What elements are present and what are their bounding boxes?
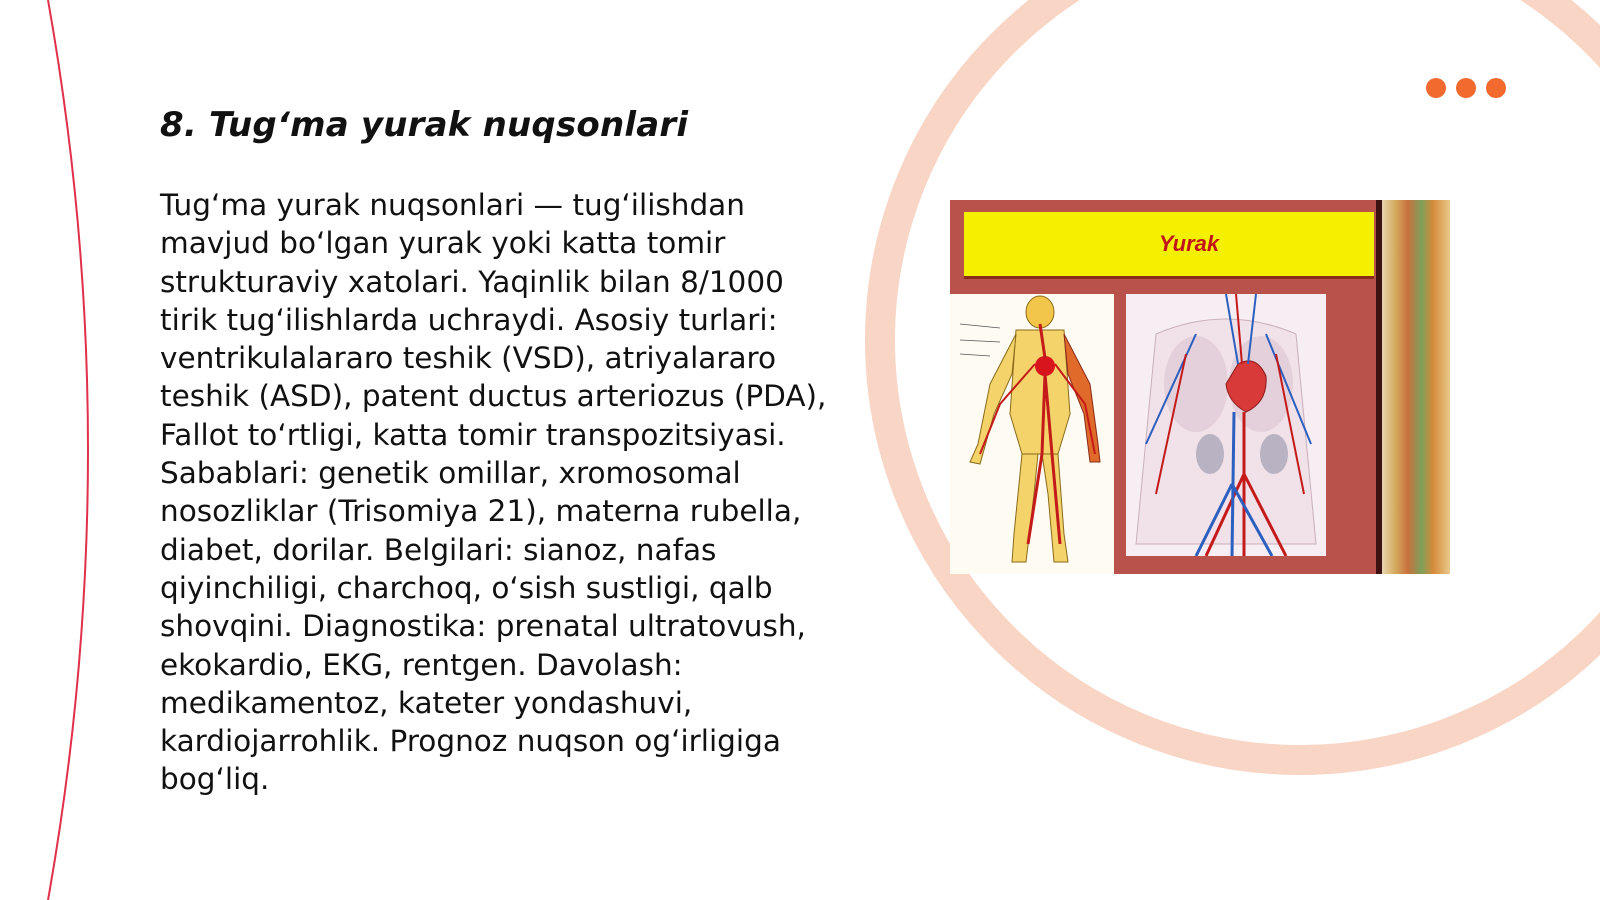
dots-menu-icon [1426, 78, 1506, 98]
image-frame [950, 200, 1382, 574]
slide-body-text: Tugʻma yurak nuqsonlari — tugʻilishdan mavjud boʻlgan yurak yoki katta tomir strukturaviy xatolari. Yaqinlik bilan 8/1000 tirik tugʻilishlarda uchraydi. Asosiy turlari: ventrikulalararo teshik (VSD), atriyalararo teshik (ASD), patent ductus arteriozus (PDA), Fallot toʻrtligi, katta tomir transpozitsiyasi. Sabablari: genetik omillar, xromosomal nosozliklar (Trisomiya 21), materna rubella, diabet, dorilar. Belgilari: sianoz, nafas qiyinchiligi, charchoq, oʻsish sustligi, qalb shovqini. Diagnostika: prenatal ultratovush, ekokardio, EKG, rentgen. Davolash: medikamentoz, kateter yondashuvi, kardiojarrohlik. Prognoz nuqson ogʻirligiga bogʻliq. [160, 188, 827, 797]
slide-title: 8. Tugʻma yurak nuqsonlari [160, 105, 689, 145]
body-figure-icon [950, 294, 1114, 574]
circulatory-system-image [950, 200, 1450, 574]
left-curve-line [48, 0, 88, 900]
torso-vessels-panel [1126, 294, 1326, 556]
body-illustration-panel [950, 294, 1114, 574]
cropped-anatomy-strip [1382, 200, 1450, 574]
banner-label: Yurak [1158, 231, 1220, 256]
yellow-banner [964, 212, 1374, 279]
dot-icon [1456, 78, 1476, 98]
dot-icon [1426, 78, 1446, 98]
torso-vessels-icon [1126, 294, 1326, 556]
dot-icon [1486, 78, 1506, 98]
